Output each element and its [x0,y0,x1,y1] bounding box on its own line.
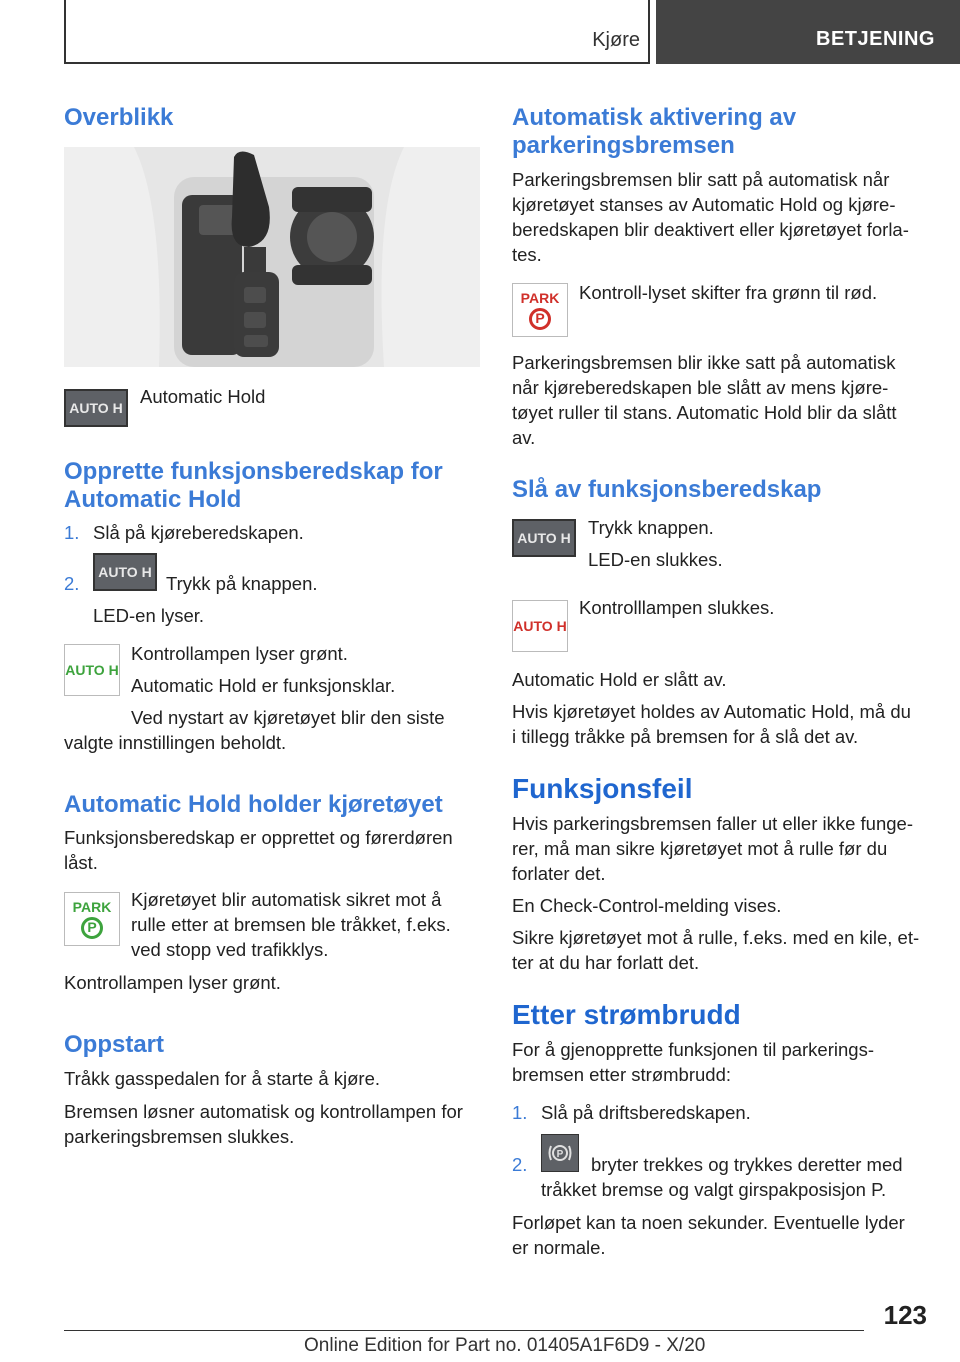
park-label: PARK [520,289,560,306]
secured-line3: ved stopp ved trafikklys. [131,939,329,960]
fault-para-line1: Hvis parkeringsbremsen faller ut eller ikke funge- [512,813,914,834]
heading-overview: Overblikk [64,104,174,131]
heading-create-readiness: Opprette funksjonsberedskap for Automatic Hold [64,458,443,513]
park-green-lamp-icon [64,892,120,946]
auto-hold-button-icon: AUTO H [93,553,157,591]
step-text: Slå på driftsberedskapen. [541,1102,751,1123]
step-number: 1. [64,522,80,543]
header-section-title: Kjøre [592,29,640,51]
led-off-text: LED-en slukkes. [588,549,723,570]
fault-para3-line1: Sikre kjøretøyet mot å rulle, f.eks. med en kile, et- [512,927,920,948]
act-para2-line2: når kjøreberedskapen ble slått av mens kjøre- [512,377,889,398]
act-para-line4: tes. [512,244,542,265]
act-para2-line1: Parkeringsbremsen blir ikke satt på automatisk [512,352,896,373]
auto-hold-red-lamp-icon: AUTO H [512,600,568,652]
footer-edition-text: Online Edition for Part no. 01405A1F6D9 - X/20 [304,1335,706,1356]
start-para2-line2: parkeringsbremsen slukkes. [64,1126,295,1147]
act-para2-line4: av. [512,427,536,448]
step-number: 2. [512,1154,528,1175]
heading-turn-off: Slå av funksjonsberedskap [512,476,822,503]
ready-text: Automatic Hold er funksjonsklar. [131,675,396,696]
parking-brake-symbol-icon [547,1140,573,1166]
park-red-lamp-icon [512,283,568,337]
start-para: Tråkk gasspedalen for å starte å kjøre. [64,1068,381,1089]
step-text-line2: tråkket bremse og valgt girspakposisjon P. [541,1179,887,1200]
park-p-circle: P [81,917,103,939]
off-para2-line1: Hvis kjøretøyet holdes av Automatic Hold, må du [512,701,911,722]
header-chapter-tab: BETJENING [656,0,960,64]
step-text: Trykk på knappen. [166,573,318,594]
power-para2-line2: er normale. [512,1237,606,1258]
off-para: Automatic Hold er slått av. [512,669,727,690]
footer-divider [64,1330,864,1331]
svg-text:P: P [556,1149,564,1160]
gear-console-illustration [64,147,480,367]
restart-text-line2: valgte innstillingen beholdt. [64,732,287,753]
press-text: Trykk knappen. [588,517,714,538]
lamp-green-text-2: Kontrollampen lyser grønt. [64,972,281,993]
heading-auto-hold-holds: Automatic Hold holder kjøretøyet [64,791,443,818]
secured-line2: rulle etter at bremsen ble tråkket, f.eks. [131,914,451,935]
console-photo [64,147,480,367]
lamp-change-text: Kontroll-lyset skifter fra grønn til rød. [579,282,878,303]
power-para-line1: For å gjenopprette funksjonen til parkerings- [512,1039,874,1060]
act-para2-line3: tøyet ruller til stans. Automatic Hold blir da slått [512,402,897,423]
park-label: PARK [72,898,112,915]
auto-hold-button-icon: AUTO H [512,519,576,557]
power-para2-line1: Forløpet kan ta noen sekunder. Eventuelle lyder [512,1212,905,1233]
step-text-line1: bryter trekkes og trykkes deretter med [591,1154,903,1175]
holds-para-line1: Funksjonsberedskap er opprettet og førerdøren [64,827,453,848]
secured-line1: Kjøretøyet blir automatisk sikret mot å [131,889,442,910]
park-p-circle: P [529,308,551,330]
heading-auto-activation-line2: parkeringsbremsen [512,132,735,159]
auto-hold-caption: Automatic Hold [140,386,266,407]
lamp-green-text: Kontrollampen lyser grønt. [131,643,348,664]
fault-para3-line2: ter at du har forlatt det. [512,952,700,973]
act-para-line1: Parkeringsbremsen blir satt på automatisk når [512,169,890,190]
power-para-line2: bremsen etter strømbrudd: [512,1064,731,1085]
auto-hold-green-lamp-icon: AUTO H [64,644,120,696]
auto-hold-button-icon: AUTO H [64,389,128,427]
lamp-off-text: Kontrolllampen slukkes. [579,597,775,618]
heading-start: Oppstart [64,1031,165,1058]
start-para2-line1: Bremsen løsner automatisk og kontrollampen for [64,1101,463,1122]
heading-power-failure: Etter strømbrudd [512,999,741,1030]
fault-para-line2: rer, må man sikre kjøretøyet mot å rulle før du [512,838,888,859]
heading-auto-activation-line1: Automatisk aktivering av [512,104,797,131]
led-on-text: LED-en lyser. [93,605,205,626]
step-number: 1. [512,1102,528,1123]
off-para2-line2: i tillegg tråkke på bremsen for å slå det av. [512,726,859,747]
restart-text-line1: Ved nystart av kjøretøyet blir den siste [131,707,445,728]
parking-brake-switch-icon [541,1134,579,1172]
holds-para-line2: låst. [64,852,98,873]
step-text: Slå på kjøreberedskapen. [93,522,304,543]
fault-para2: En Check-Control-melding vises. [512,895,782,916]
header-section-box [64,0,650,64]
act-para-line2: kjøretøyet stanses av Automatic Hold og kjøre- [512,194,896,215]
act-para-line3: beredskapen blir deaktivert eller kjøretøyet forla- [512,219,909,240]
heading-malfunction: Funksjonsfeil [512,773,693,804]
fault-para-line3: forlater det. [512,863,606,884]
step-number: 2. [64,573,80,594]
page-number: 123 [883,1300,927,1330]
